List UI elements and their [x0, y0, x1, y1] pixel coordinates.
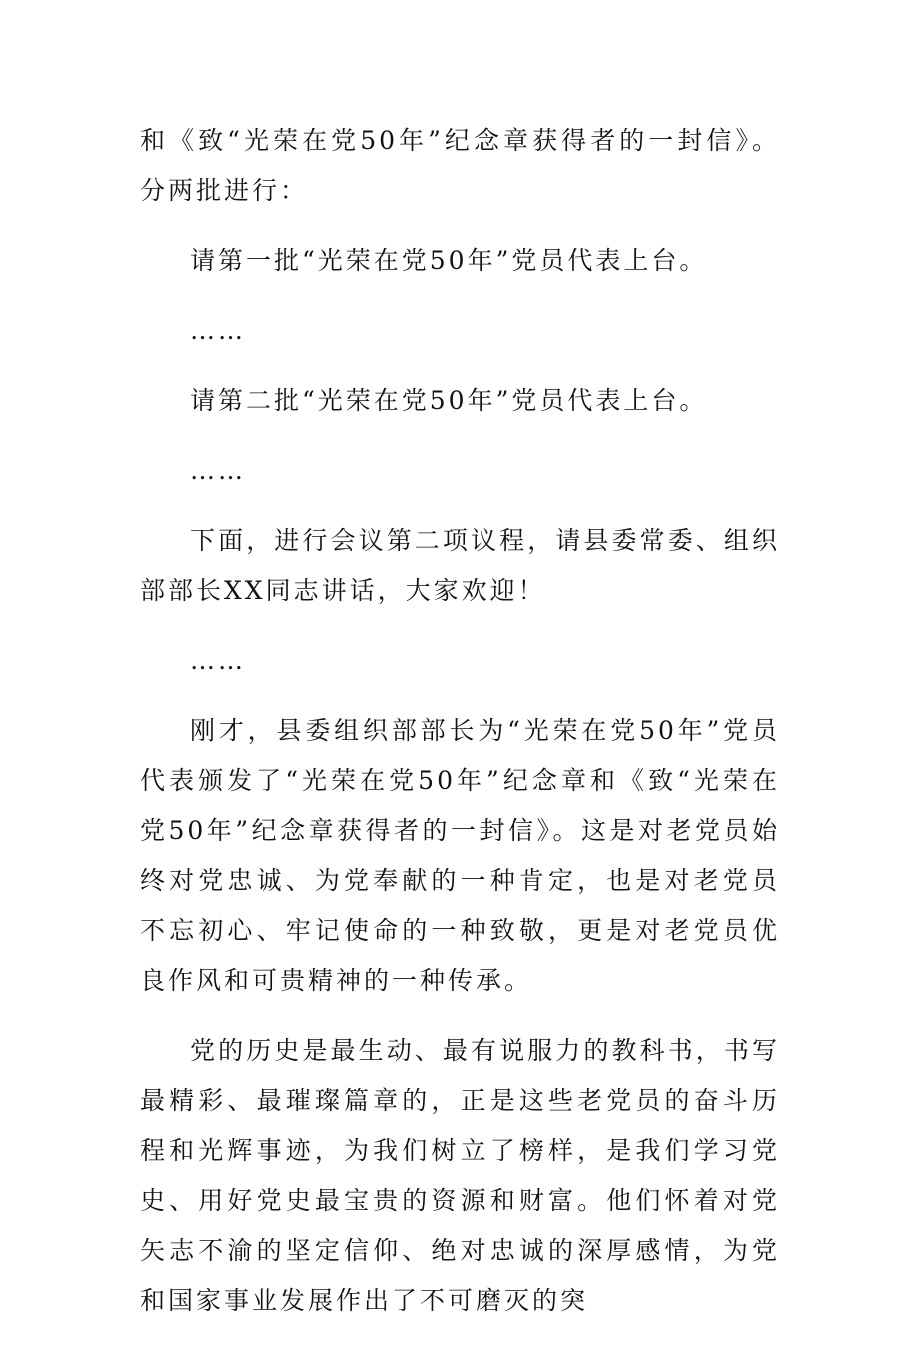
paragraph-ellipsis: ……: [190, 456, 246, 485]
paragraph-first-batch: 请第一批“光荣在党50年”党员代表上台。: [190, 246, 708, 275]
document-body: [140, 116, 780, 1346]
paragraph-second-batch: 请第二批“光荣在党50年”党员代表上台。: [190, 386, 708, 415]
paragraph-award-summary: 刚才，县委组织部部长为“光荣在党50年”党员代表颁发了“光荣在党50年”纪念章和《致“光荣在党50年”纪念章获得者的一封信》。这是对老党员始终对党忠诚、为党奉献的一种肯定，也是对老党员不忘初心、牢记使命的一种致敬，更是对老党员优良作风和可贵精神的一种传承。: [140, 716, 780, 995]
paragraph-continuation: 和《致“光荣在党50年”纪念章获得者的一封信》。分两批进行：: [140, 126, 780, 205]
paragraph-ellipsis: ……: [190, 316, 246, 345]
paragraph-ellipsis: ……: [190, 646, 246, 675]
paragraph-second-agenda: 下面，进行会议第二项议程，请县委常委、组织部部长XX同志讲话，大家欢迎！: [140, 526, 780, 605]
paragraph-party-history: 党的历史是最生动、最有说服力的教科书，书写最精彩、最璀璨篇章的，正是这些老党员的奋斗历程和光辉事迹，为我们树立了榜样，是我们学习党史、用好党史最宝贵的资源和财富。他们怀着对党矢志不渝的坚定信仰、绝对忠诚的深厚感情，为党和国家事业发展作出了不可磨灭的突: [140, 1036, 780, 1315]
